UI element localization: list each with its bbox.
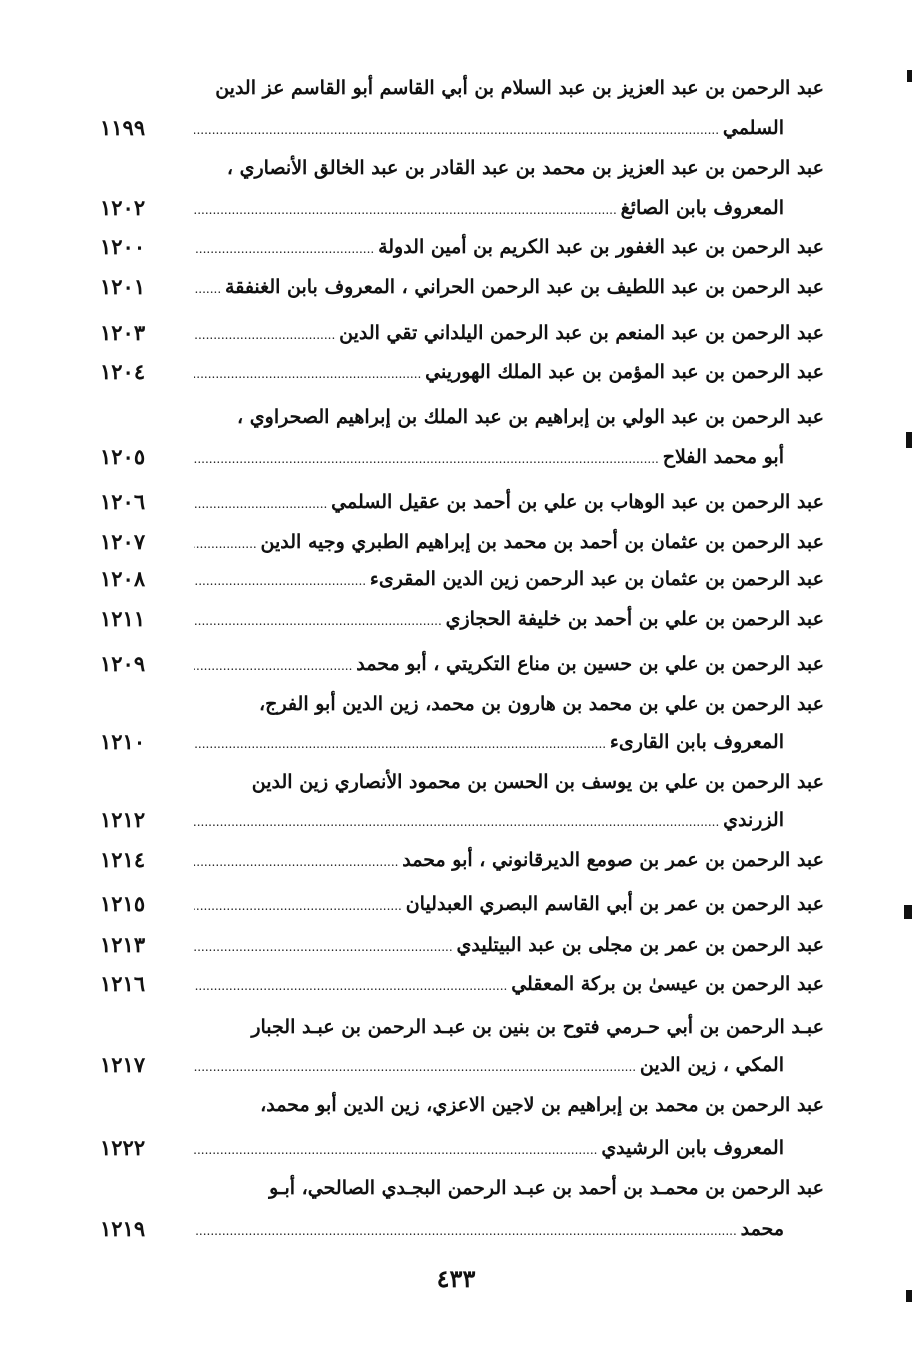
index-entry-line — [0, 227, 912, 267]
entry-page-number: ١٢٠٨ — [100, 566, 146, 591]
entry-name: عبد الرحمن بن عبد العزيز بن محمد بن عبد القادر بن عبد الخالق الأنصاري ، — [226, 157, 824, 179]
entry-name: عبد الرحمن بن عبد المنعم بن عبد الرحمن اليلداني تقي الدين ..... — [194, 313, 824, 355]
entry-name: عبد الرحمن بن عبد اللطيف بن عبد الرحمن الحراني ، المعروف بابن الغنفقة ..... — [194, 267, 824, 309]
index-entry-line — [0, 1209, 912, 1249]
entry-name: عبد الرحمن بن علي بن أحمد بن خليفة الحجازي ..... — [194, 599, 824, 641]
index-entry-line — [0, 352, 912, 392]
index-entry-line — [0, 108, 912, 148]
index-entry-line — [0, 482, 912, 522]
index-entry-line — [0, 1085, 912, 1125]
entry-page-number: ١٢١١ — [100, 606, 146, 631]
entry-page-number: ١٢١٦ — [100, 971, 146, 996]
entry-page-number: ١٢١٧ — [100, 1052, 146, 1077]
index-entry-line — [0, 1168, 912, 1208]
entry-name: عبد الرحمن بن علي بن محمد بن هارون بن محمد، زين الدين أبو الفرج، — [259, 693, 824, 715]
entry-page-number: ١٢٠٧ — [100, 529, 146, 554]
entry-name: عبد الرحمن بن محمـد بن أحمد بن عبـد الرحمن البجـدي الصالحي، أبـو — [269, 1177, 824, 1199]
entry-name: عبد الرحمن بن علي بن حسين بن مناع التكريتي ، أبو محمد ..... — [194, 644, 824, 686]
entry-name: محمد ..... — [194, 1209, 784, 1251]
scan-edge-mark — [907, 70, 912, 82]
entry-name: المكي ، زين الدين ..... — [194, 1045, 784, 1087]
entry-page-number: ١٢٠٩ — [100, 651, 146, 676]
index-entry-line — [0, 522, 912, 562]
entry-name: عبد الرحمن بن عبد المؤمن بن عبد الملك الهوريني ..... — [194, 352, 824, 394]
entry-name: عبد الرحمن بن محمد بن إبراهيم بن لاجين الاعزي، زين الدين أبو محمد، — [260, 1094, 824, 1116]
index-entry-line — [0, 800, 912, 840]
entry-page-number: ١٢١٥ — [100, 891, 146, 916]
index-entry-line — [0, 925, 912, 965]
entry-page-number: ١٢٠٢ — [100, 195, 146, 220]
page-number: ٤٣٣ — [436, 1264, 476, 1293]
index-entry-line — [0, 964, 912, 1004]
index-entry-line — [0, 1045, 912, 1085]
scan-edge-mark — [906, 1290, 912, 1302]
index-entry-line — [0, 1007, 912, 1047]
entry-name: عبد الرحمن بن عمر بن أبي القاسم البصري العبدليان ..... — [194, 884, 824, 926]
scan-edge-mark — [906, 432, 912, 448]
entry-page-number: ١٢٠٦ — [100, 489, 146, 514]
index-entry-line — [0, 437, 912, 477]
index-entry-line — [0, 644, 912, 684]
entry-page-number: ١١٩٩ — [100, 115, 146, 140]
index-entry-line — [0, 148, 912, 188]
entry-page-number: ١٢١٩ — [100, 1216, 146, 1241]
entry-page-number: ١٢٠٣ — [100, 320, 146, 345]
index-entry-line — [0, 762, 912, 802]
index-entry-line — [0, 68, 912, 108]
entry-name: عبد الرحمن بن عبد الولي بن إبراهيم بن عبد الملك بن إبراهيم الصحراوي ، — [237, 406, 824, 428]
scan-edge-mark — [904, 905, 912, 919]
index-entry-line — [0, 267, 912, 307]
entry-name: عبد الرحمن بن عثمان بن عبد الرحمن زين الدين المقرىء ..... — [194, 559, 824, 601]
index-entry-line — [0, 188, 912, 228]
entry-page-number: ١٢٢٢ — [100, 1135, 146, 1160]
index-entry-line — [0, 397, 912, 437]
index-entry-line — [0, 599, 912, 639]
entry-name: عبد الرحمن بن عمر بن مجلى بن عبد البيتليدي ..... — [194, 925, 824, 967]
entry-name: عبد الرحمن بن عثمان بن أحمد بن محمد بن إبراهيم الطبري وجيه الدين ..... — [194, 522, 824, 564]
entry-page-number: ١٢١٤ — [100, 847, 146, 872]
entry-page-number: ١٢٠١ — [100, 274, 146, 299]
entry-page-number: ١٢١٣ — [100, 932, 146, 957]
entry-name: الزرندي ..... — [194, 800, 784, 842]
index-entry-line — [0, 722, 912, 762]
index-entry-line — [0, 313, 912, 353]
entry-name: عبـد الرحمن بن أبي حـرمي فتوح بن بنين بن عبـد الرحمن بن عبـد الجبار — [251, 1016, 824, 1038]
entry-name: عبد الرحمن بن علي بن يوسف بن الحسن بن محمود الأنصاري زين الدين — [251, 771, 824, 793]
entry-name: عبد الرحمن بن عمر بن صومع الديرقانوني ، أبو محمد ..... — [194, 840, 824, 882]
entry-name: المعروف بابن الصائغ ..... — [194, 188, 784, 230]
entry-name: عبد الرحمن بن عيسىٰ بن بركة المعقلي ..... — [194, 964, 824, 1006]
entry-page-number: ١٢٠٠ — [100, 234, 146, 259]
entry-name: عبد الرحمن بن عبد الغفور بن عبد الكريم بن أمين الدولة ..... — [194, 227, 824, 269]
entry-page-number: ١٢١٢ — [100, 807, 146, 832]
index-entry-line — [0, 684, 912, 724]
index-entry-line — [0, 1128, 912, 1168]
index-entry-line — [0, 559, 912, 599]
index-entry-line — [0, 884, 912, 924]
entry-name: المعروف بابن الرشيدي ..... — [194, 1128, 784, 1170]
entry-name: المعروف بابن القارىء ..... — [194, 722, 784, 764]
entry-name: أبو محمد الفلاح ..... — [194, 437, 784, 479]
entry-page-number: ١٢٠٥ — [100, 444, 146, 469]
entry-page-number: ١٢٠٤ — [100, 359, 146, 384]
entry-name: عبد الرحمن بن عبد العزيز بن عبد السلام بن أبي القاسم أبو القاسم عز الدين — [215, 77, 824, 99]
entry-page-number: ١٢١٠ — [100, 729, 146, 754]
index-entry-line — [0, 840, 912, 880]
entry-name: عبد الرحمن بن عبد الوهاب بن علي بن أحمد بن عقيل السلمي ..... — [194, 482, 824, 524]
entry-name: السلمي ..... — [194, 108, 784, 150]
